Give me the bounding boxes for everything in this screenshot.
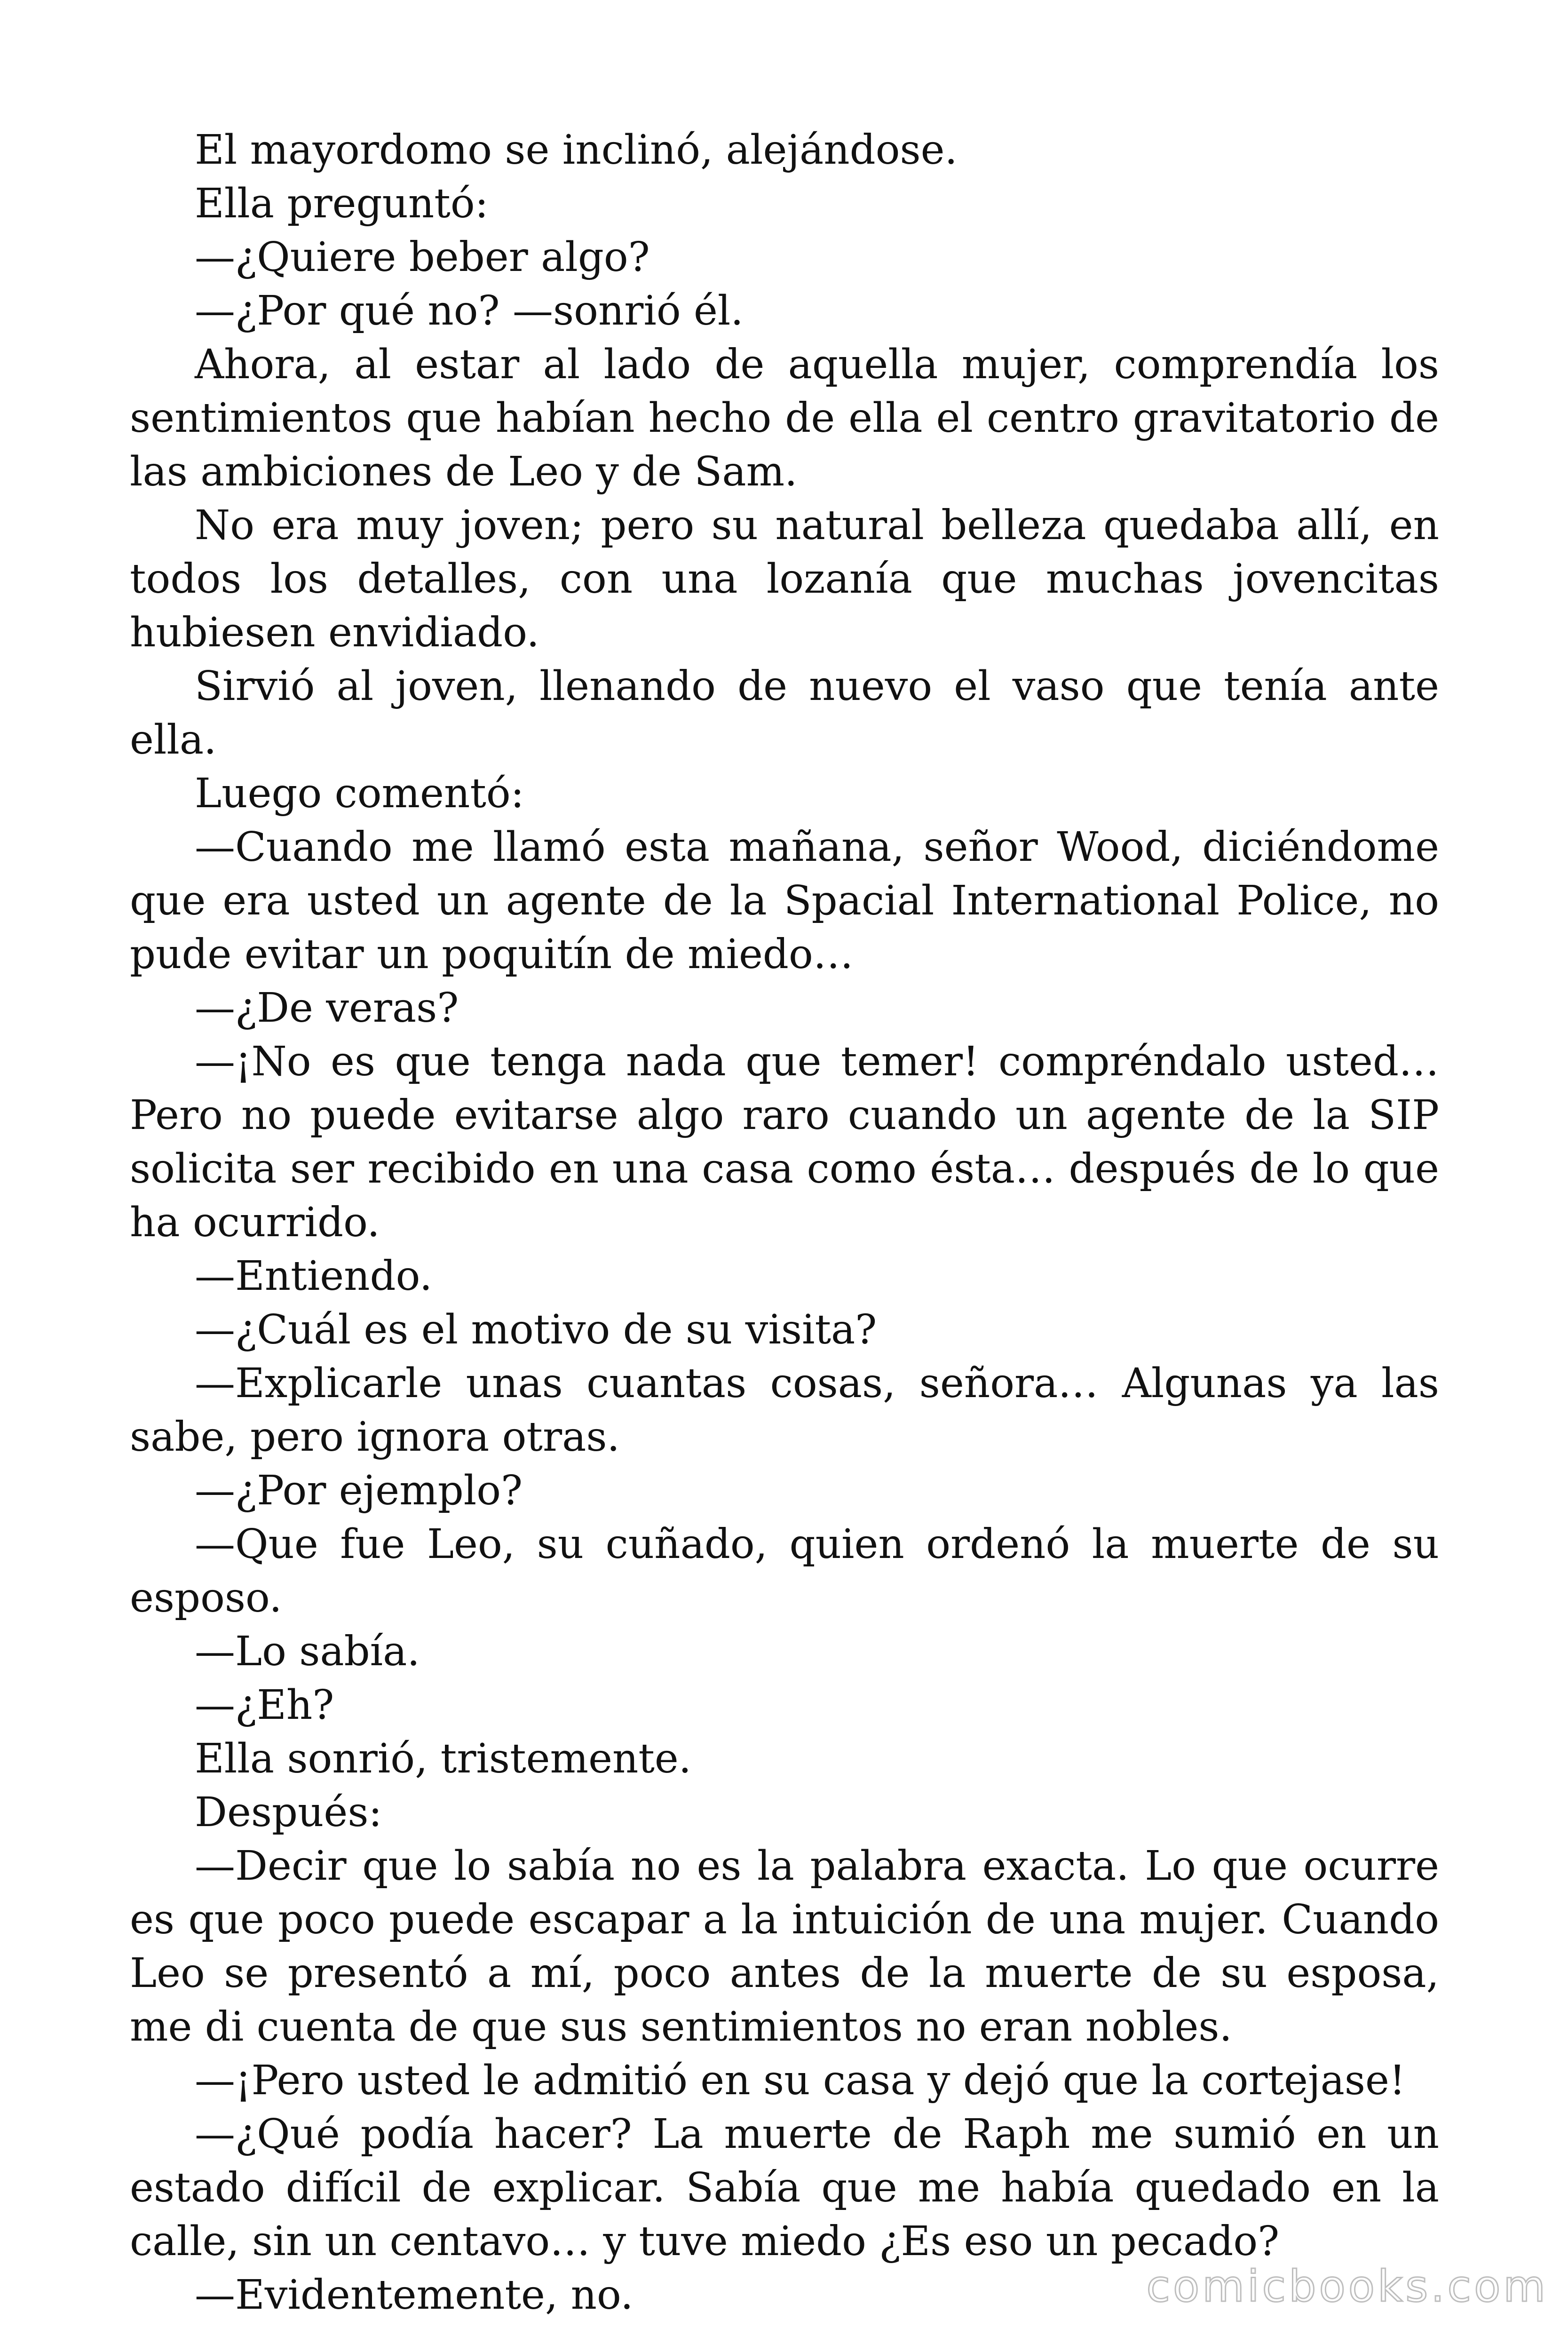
paragraph: —Entiendo. [195, 1253, 433, 1300]
paragraph: Luego comentó: [195, 770, 524, 817]
paragraph: Sirvió al joven, llenando de nuevo el vaso que tenía ante ella. [130, 663, 1439, 763]
paragraph: El mayordomo se inclinó, alejándose. [195, 127, 958, 174]
paragraph: Ella preguntó: [195, 180, 489, 227]
paragraph: —Decir que lo sabía no es la palabra exacta. Lo que ocurre es que poco puede escapar a la intuición de una mujer. Cuando Leo se presentó a mí, poco antes de la muerte de su esposa, me di cuenta de que sus sentimientos no eran nobles. [130, 1843, 1439, 2050]
paragraph: Después: [195, 1789, 382, 1836]
paragraph: —Explicarle unas cuantas cosas, señora… Algunas ya las sabe, pero ignora otras. [130, 1360, 1439, 1461]
paragraph: —Evidentemente, no. [195, 2272, 634, 2319]
paragraph: —¿Por ejemplo? [195, 1467, 523, 1514]
paragraph: Ahora, al estar al lado de aquella mujer, comprendía los sentimientos que habían hecho de ella el centro gravitatorio de las ambiciones de Leo y de Sam. [130, 341, 1439, 495]
paragraph: —¡Pero usted le admitió en su casa y dejó que la cortejase! [195, 2057, 1406, 2104]
paragraph: Ella sonrió, tristemente. [195, 1735, 692, 1782]
watermark: comicbooks.com [1146, 2261, 1548, 2312]
paragraph: —¿Por qué no? —sonrió él. [195, 287, 744, 334]
paragraph: —¡No es que tenga nada que temer! compréndalo usted… Pero no puede evitarse algo raro cuando un agente de la SIP solicita ser recibido en una casa como ésta… después de lo que ha ocurrido. [130, 1038, 1439, 1246]
paragraph: —¿Qué podía hacer? La muerte de Raph me sumió en un estado difícil de explicar. Sabía que me había quedado en la calle, sin un centavo… y tuve miedo ¿Es eso un pecado? [130, 2111, 1439, 2265]
paragraph: No era muy joven; pero su natural belleza quedaba allí, en todos los detalles, con una lozanía que muchas jovencitas hubiesen envidiado. [130, 502, 1439, 656]
paragraph: —¿Eh? [195, 1682, 334, 1729]
paragraph: —¿Quiere beber algo? [195, 234, 650, 281]
paragraph: —¿De veras? [195, 985, 459, 1032]
paragraph: —Cuando me llamó esta mañana, señor Wood, diciéndome que era usted un agente de la Spacial International Police, no pude evitar un poquitín de miedo… [130, 824, 1439, 978]
paragraph: —¿Cuál es el motivo de su visita? [195, 1306, 877, 1353]
paragraph: —Lo sabía. [195, 1628, 420, 1675]
paragraph: —Que fue Leo, su cuñado, quien ordenó la muerte de su esposo. [130, 1521, 1439, 1621]
body-text [130, 123, 1439, 2322]
